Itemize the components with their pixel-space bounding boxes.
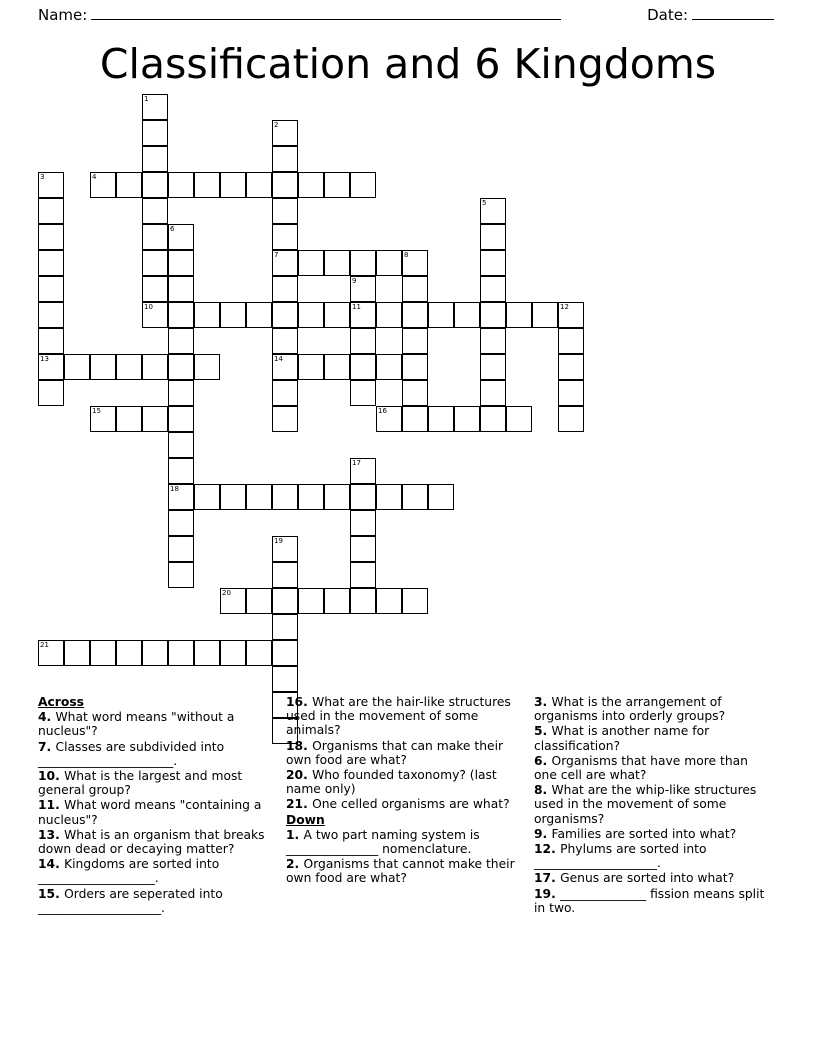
clue-number: 6. bbox=[534, 753, 552, 768]
date-input-line[interactable] bbox=[692, 7, 774, 20]
grid-cell[interactable] bbox=[350, 458, 376, 484]
clue-item bbox=[286, 828, 518, 856]
grid-cell[interactable] bbox=[506, 406, 532, 432]
grid-cell[interactable] bbox=[350, 562, 376, 588]
grid-cell[interactable] bbox=[246, 640, 272, 666]
grid-cell[interactable] bbox=[38, 380, 64, 406]
grid-cell[interactable] bbox=[168, 484, 194, 510]
grid-cell[interactable] bbox=[428, 484, 454, 510]
clue-item bbox=[534, 887, 766, 915]
clue-item bbox=[38, 769, 270, 797]
clue-item bbox=[286, 857, 518, 885]
grid-cell[interactable] bbox=[272, 172, 298, 198]
grid-cell[interactable] bbox=[350, 276, 376, 302]
clue-number: 11. bbox=[38, 798, 65, 813]
grid-cell[interactable] bbox=[142, 172, 168, 198]
clue-item bbox=[286, 797, 518, 811]
grid-cell[interactable] bbox=[38, 328, 64, 354]
clue-item bbox=[534, 783, 766, 826]
grid-cell[interactable] bbox=[220, 172, 246, 198]
clue-number: 15. bbox=[38, 886, 65, 901]
grid-cell-number: 11 bbox=[352, 303, 361, 311]
clue-item bbox=[534, 871, 766, 885]
clue-text: What word means "containing a nucleus"? bbox=[38, 798, 262, 827]
grid-cell-number: 7 bbox=[274, 251, 279, 259]
grid-cell[interactable] bbox=[194, 302, 220, 328]
grid-cell[interactable] bbox=[246, 484, 272, 510]
grid-cell[interactable] bbox=[272, 536, 298, 562]
clue-number: 13. bbox=[38, 827, 65, 842]
grid-cell[interactable] bbox=[246, 302, 272, 328]
grid-cell[interactable] bbox=[220, 640, 246, 666]
clue-number: 12. bbox=[534, 842, 561, 857]
clue-number: 4. bbox=[38, 710, 56, 725]
grid-cell-number: 1 bbox=[144, 95, 149, 103]
grid-cell[interactable] bbox=[168, 406, 194, 432]
grid-cell[interactable] bbox=[558, 354, 584, 380]
grid-cell[interactable] bbox=[90, 172, 116, 198]
clue-item bbox=[534, 754, 766, 782]
grid-cell[interactable] bbox=[480, 406, 506, 432]
grid-cell[interactable] bbox=[454, 406, 480, 432]
grid-cell[interactable] bbox=[480, 276, 506, 302]
grid-cell[interactable] bbox=[246, 588, 272, 614]
clue-column-1 bbox=[38, 695, 270, 916]
grid-cell-number: 12 bbox=[560, 303, 569, 311]
grid-cell[interactable] bbox=[558, 328, 584, 354]
grid-cell[interactable] bbox=[168, 458, 194, 484]
grid-cell[interactable] bbox=[350, 380, 376, 406]
grid-cell[interactable] bbox=[350, 172, 376, 198]
grid-cell[interactable] bbox=[506, 302, 532, 328]
grid-cell[interactable] bbox=[194, 484, 220, 510]
clue-item bbox=[38, 710, 270, 738]
grid-cell[interactable] bbox=[220, 302, 246, 328]
grid-cell[interactable] bbox=[350, 328, 376, 354]
grid-cell[interactable] bbox=[272, 640, 298, 666]
grid-cell-number: 6 bbox=[170, 225, 175, 233]
grid-cell[interactable] bbox=[532, 302, 558, 328]
grid-cell[interactable] bbox=[350, 484, 376, 510]
grid-cell[interactable] bbox=[480, 380, 506, 406]
grid-cell[interactable] bbox=[480, 198, 506, 224]
clue-text: What is an organism that breaks down dead or decaying matter? bbox=[38, 827, 265, 857]
grid-cell[interactable] bbox=[324, 172, 350, 198]
grid-cell-number: 17 bbox=[352, 459, 361, 467]
grid-cell[interactable] bbox=[168, 328, 194, 354]
clue-text: Who founded taxonomy? (last name only) bbox=[286, 768, 497, 797]
clue-item bbox=[38, 798, 270, 826]
grid-cell[interactable] bbox=[402, 484, 428, 510]
grid-cell[interactable] bbox=[142, 250, 168, 276]
grid-cell[interactable] bbox=[38, 276, 64, 302]
grid-cell[interactable] bbox=[38, 224, 64, 250]
clue-number: 19. bbox=[534, 886, 561, 901]
grid-cell[interactable] bbox=[298, 172, 324, 198]
grid-cell-number: 19 bbox=[274, 537, 283, 545]
clue-text: Organisms that can make their own food are what? bbox=[286, 738, 504, 767]
grid-cell[interactable] bbox=[272, 250, 298, 276]
grid-cell[interactable] bbox=[142, 120, 168, 146]
clue-number: 3. bbox=[534, 695, 552, 709]
grid-cell-number: 8 bbox=[404, 251, 409, 259]
grid-cell[interactable] bbox=[272, 328, 298, 354]
grid-cell[interactable] bbox=[38, 302, 64, 328]
clue-text: A two part naming system is _______________ nomenclature. bbox=[286, 827, 480, 857]
grid-cell[interactable] bbox=[402, 354, 428, 380]
grid-cell[interactable] bbox=[428, 406, 454, 432]
grid-cell[interactable] bbox=[38, 198, 64, 224]
grid-cell[interactable] bbox=[298, 354, 324, 380]
clues-section bbox=[38, 695, 778, 916]
clue-text: What are the whip-like structures used in the movement of some organisms? bbox=[534, 783, 757, 826]
grid-cell[interactable] bbox=[168, 250, 194, 276]
grid-cell[interactable] bbox=[298, 302, 324, 328]
grid-cell[interactable] bbox=[376, 406, 402, 432]
grid-cell[interactable] bbox=[480, 354, 506, 380]
clue-text: What are the hair-like structures used in the movement of some animals? bbox=[286, 695, 511, 738]
grid-cell[interactable] bbox=[298, 588, 324, 614]
date-label: Date: bbox=[647, 6, 688, 24]
clue-text: Classes are subdivided into ______________________. bbox=[38, 739, 225, 768]
grid-cell[interactable] bbox=[272, 406, 298, 432]
clue-item bbox=[534, 724, 766, 752]
grid-cell[interactable] bbox=[168, 536, 194, 562]
clue-number: 5. bbox=[534, 724, 552, 739]
page-title: Classification and 6 Kingdoms bbox=[99, 40, 717, 88]
grid-cell[interactable] bbox=[376, 250, 402, 276]
grid-cell[interactable] bbox=[272, 276, 298, 302]
grid-cell[interactable] bbox=[428, 302, 454, 328]
clue-text: What is another name for classification? bbox=[534, 724, 710, 753]
grid-cell[interactable] bbox=[402, 302, 428, 328]
grid-cell-number: 3 bbox=[40, 173, 45, 181]
clue-item bbox=[286, 695, 518, 738]
grid-cell[interactable] bbox=[168, 432, 194, 458]
grid-cell[interactable] bbox=[272, 120, 298, 146]
grid-cell[interactable] bbox=[116, 172, 142, 198]
grid-cell[interactable] bbox=[142, 224, 168, 250]
grid-cell[interactable] bbox=[298, 484, 324, 510]
grid-cell-number: 9 bbox=[352, 277, 357, 285]
grid-cell[interactable] bbox=[142, 640, 168, 666]
grid-cell[interactable] bbox=[142, 406, 168, 432]
name-date-row bbox=[38, 0, 778, 24]
grid-cell[interactable] bbox=[142, 302, 168, 328]
clue-item bbox=[286, 739, 518, 767]
grid-cell[interactable] bbox=[142, 276, 168, 302]
grid-cell[interactable] bbox=[168, 172, 194, 198]
clue-number: 2. bbox=[286, 857, 304, 872]
clue-number: 10. bbox=[38, 769, 65, 784]
clue-item bbox=[286, 768, 518, 796]
clue-text: ______________ fission means split in two. bbox=[534, 886, 765, 915]
grid-cell[interactable] bbox=[194, 354, 220, 380]
clue-number: 8. bbox=[534, 783, 552, 798]
grid-cell-number: 10 bbox=[144, 303, 153, 311]
grid-cell[interactable] bbox=[168, 562, 194, 588]
clue-item bbox=[534, 842, 766, 870]
grid-cell[interactable] bbox=[168, 224, 194, 250]
clue-item bbox=[534, 695, 766, 723]
grid-cell-number: 5 bbox=[482, 199, 487, 207]
grid-cell[interactable] bbox=[272, 146, 298, 172]
clue-item bbox=[38, 740, 270, 768]
grid-cell[interactable] bbox=[90, 640, 116, 666]
clue-number: 7. bbox=[38, 739, 56, 754]
clue-text: What is the largest and most general group? bbox=[38, 769, 243, 798]
grid-cell[interactable] bbox=[480, 250, 506, 276]
grid-cell[interactable] bbox=[168, 302, 194, 328]
grid-cell[interactable] bbox=[142, 146, 168, 172]
across-heading: Across bbox=[38, 695, 84, 709]
grid-cell[interactable] bbox=[350, 354, 376, 380]
clue-item bbox=[38, 828, 270, 856]
down-heading: Down bbox=[286, 812, 325, 827]
grid-cell[interactable] bbox=[350, 302, 376, 328]
clue-text: Families are sorted into what? bbox=[551, 826, 737, 841]
grid-cell[interactable] bbox=[116, 354, 142, 380]
grid-cell[interactable] bbox=[90, 406, 116, 432]
grid-cell-number: 15 bbox=[92, 407, 101, 415]
grid-cell[interactable] bbox=[376, 354, 402, 380]
grid-cell[interactable] bbox=[272, 380, 298, 406]
grid-cell[interactable] bbox=[376, 484, 402, 510]
grid-cell[interactable] bbox=[350, 536, 376, 562]
grid-cell[interactable] bbox=[142, 198, 168, 224]
grid-cell[interactable] bbox=[142, 354, 168, 380]
grid-cell[interactable] bbox=[324, 588, 350, 614]
grid-cell[interactable] bbox=[272, 588, 298, 614]
grid-cell[interactable] bbox=[220, 484, 246, 510]
crossword-grid[interactable] bbox=[38, 94, 778, 659]
grid-cell[interactable] bbox=[480, 328, 506, 354]
clue-item bbox=[534, 827, 766, 841]
clue-text: Kingdoms are sorted into ___________________. bbox=[38, 857, 220, 886]
grid-cell[interactable] bbox=[298, 250, 324, 276]
grid-cell[interactable] bbox=[168, 510, 194, 536]
clue-text: Orders are seperated into ____________________. bbox=[38, 886, 223, 915]
clue-text: What word means "without a nucleus"? bbox=[38, 710, 235, 739]
grid-cell[interactable] bbox=[272, 224, 298, 250]
grid-cell[interactable] bbox=[142, 94, 168, 120]
grid-cell[interactable] bbox=[376, 302, 402, 328]
grid-cell[interactable] bbox=[558, 302, 584, 328]
clue-column-3 bbox=[534, 695, 766, 916]
grid-cell[interactable] bbox=[402, 380, 428, 406]
grid-cell[interactable] bbox=[350, 588, 376, 614]
grid-cell[interactable] bbox=[168, 640, 194, 666]
grid-cell[interactable] bbox=[272, 484, 298, 510]
grid-cell[interactable] bbox=[38, 354, 64, 380]
grid-cell[interactable] bbox=[64, 640, 90, 666]
clue-item bbox=[38, 887, 270, 915]
grid-cell[interactable] bbox=[90, 354, 116, 380]
grid-cell-number: 21 bbox=[40, 641, 49, 649]
name-input-line[interactable] bbox=[91, 7, 561, 20]
grid-cell[interactable] bbox=[558, 406, 584, 432]
grid-cell-number: 2 bbox=[274, 121, 279, 129]
clue-number: 9. bbox=[534, 826, 552, 841]
clue-text: Genus are sorted into what? bbox=[560, 871, 735, 886]
clue-number: 21. bbox=[286, 797, 313, 812]
grid-cell[interactable] bbox=[272, 354, 298, 380]
grid-cell[interactable] bbox=[38, 172, 64, 198]
clue-number: 18. bbox=[286, 738, 313, 753]
clue-number: 1. bbox=[286, 827, 304, 842]
grid-cell-number: 16 bbox=[378, 407, 387, 415]
grid-cell[interactable] bbox=[402, 588, 428, 614]
grid-cell[interactable] bbox=[272, 198, 298, 224]
grid-cell[interactable] bbox=[194, 640, 220, 666]
clue-number: 16. bbox=[286, 695, 313, 709]
grid-cell[interactable] bbox=[376, 588, 402, 614]
grid-cell[interactable] bbox=[168, 276, 194, 302]
grid-cell[interactable] bbox=[272, 614, 298, 640]
grid-cell[interactable] bbox=[454, 302, 480, 328]
grid-cell[interactable] bbox=[558, 380, 584, 406]
grid-cell[interactable] bbox=[116, 406, 142, 432]
grid-cell[interactable] bbox=[324, 250, 350, 276]
name-label: Name: bbox=[38, 6, 88, 24]
grid-cell-number: 20 bbox=[222, 589, 231, 597]
grid-cell[interactable] bbox=[116, 640, 142, 666]
grid-cell[interactable] bbox=[272, 562, 298, 588]
grid-cell[interactable] bbox=[324, 302, 350, 328]
clue-number: 17. bbox=[534, 871, 561, 886]
grid-cell[interactable] bbox=[272, 302, 298, 328]
grid-cell[interactable] bbox=[38, 640, 64, 666]
grid-cell[interactable] bbox=[194, 172, 220, 198]
grid-cell-number: 18 bbox=[170, 485, 179, 493]
clue-item bbox=[38, 857, 270, 885]
grid-cell[interactable] bbox=[402, 328, 428, 354]
clue-text: Phylums are sorted into ____________________. bbox=[534, 842, 707, 871]
grid-cell[interactable] bbox=[324, 354, 350, 380]
grid-cell[interactable] bbox=[480, 302, 506, 328]
grid-cell-number: 13 bbox=[40, 355, 49, 363]
clue-text: What is the arrangement of organisms into orderly groups? bbox=[534, 695, 726, 724]
grid-cell[interactable] bbox=[350, 510, 376, 536]
grid-cell[interactable] bbox=[402, 406, 428, 432]
grid-cell[interactable] bbox=[220, 588, 246, 614]
grid-cell[interactable] bbox=[246, 172, 272, 198]
grid-cell[interactable] bbox=[480, 224, 506, 250]
clue-column-2 bbox=[286, 695, 518, 916]
grid-cell-number: 14 bbox=[274, 355, 283, 363]
clue-text: Organisms that have more than one cell are what? bbox=[534, 753, 748, 783]
grid-cell[interactable] bbox=[168, 354, 194, 380]
grid-cell[interactable] bbox=[350, 250, 376, 276]
clue-text: Organisms that cannot make their own food are what? bbox=[286, 857, 515, 886]
grid-cell[interactable] bbox=[324, 484, 350, 510]
grid-cell[interactable] bbox=[168, 380, 194, 406]
grid-cell[interactable] bbox=[38, 250, 64, 276]
grid-cell[interactable] bbox=[402, 276, 428, 302]
grid-cell[interactable] bbox=[64, 354, 90, 380]
grid-cell[interactable] bbox=[272, 666, 298, 692]
grid-cell[interactable] bbox=[402, 250, 428, 276]
clue-text: One celled organisms are what? bbox=[312, 797, 510, 812]
clue-number: 14. bbox=[38, 857, 65, 872]
clue-number: 20. bbox=[286, 768, 313, 783]
grid-cell-number: 4 bbox=[92, 173, 97, 181]
